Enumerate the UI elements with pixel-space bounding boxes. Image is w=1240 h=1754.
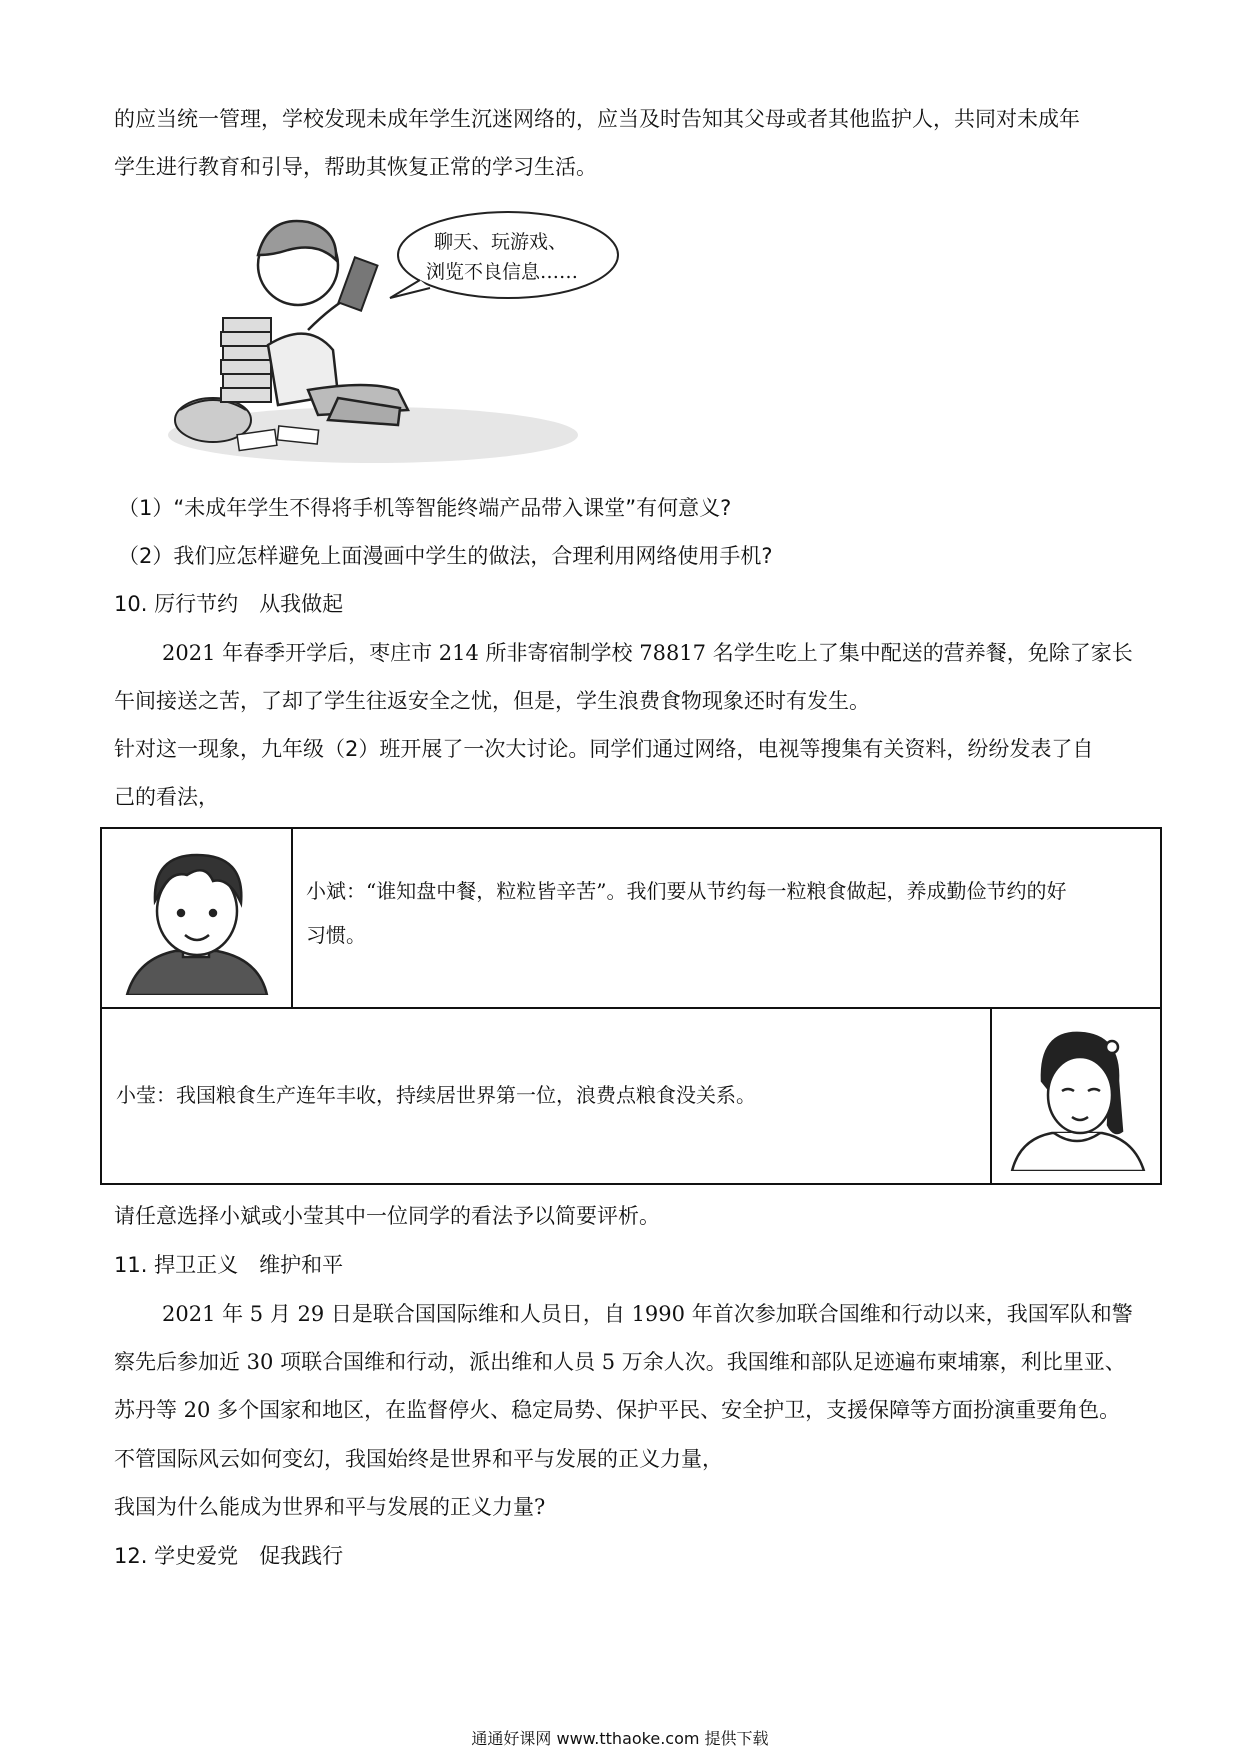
q12-title: 12. 学史爱党 促我践行 — [114, 1544, 344, 1568]
bubble-text-2: 浏览不良信息…… — [426, 261, 579, 283]
intro-line-1: 的应当统一管理，学校发现未成年学生沉迷网络的，应当及时告知其父母或者其他监护人，共同对未成年 — [114, 107, 1080, 131]
q10-title: 10. 厉行节约 从我做起 — [114, 592, 344, 616]
q9-sub1: （1）“未成年学生不得将手机等智能终端产品带入课堂”有何意义? — [118, 496, 732, 520]
intro-line-2: 学生进行教育和引导，帮助其恢复正常的学习生活。 — [114, 155, 597, 179]
discussion-table — [100, 827, 1162, 1185]
book-stack-icon — [221, 318, 271, 402]
q10-prompt: 请任意选择小斌或小莹其中一位同学的看法予以简要评析。 — [114, 1204, 660, 1228]
table-col-divider — [291, 829, 293, 1007]
q10-para1-line2: 午间接送之苦，了却了学生往返安全之忧，但是，学生浪费食物现象还时有发生。 — [114, 689, 870, 713]
boy-portrait-icon — [117, 841, 277, 995]
boy-using-phone-illustration — [158, 210, 633, 470]
phone-icon — [339, 257, 378, 310]
q10-para2-line1: 针对这一现象，九年级（2）班开展了一次大讨论。同学们通过网络，电视等搜集有关资料，纷纷发表了自 — [114, 737, 1094, 761]
q11-line-1: 2021 年 5 月 29 日是联合国国际维和人员日，自 1990 年首次参加联合国维和行动以来，我国军队和警 — [162, 1302, 1133, 1326]
q10-para2-line2: 己的看法， — [114, 785, 219, 809]
bubble-text-1: 聊天、玩游戏、 — [434, 231, 568, 253]
q11-question: 我国为什么能成为世界和平与发展的正义力量? — [114, 1495, 546, 1519]
table-row-divider — [102, 1007, 1160, 1009]
table-col-divider — [990, 1007, 992, 1185]
xiaobin-line-2: 习惯。 — [306, 923, 366, 947]
q11-title: 11. 捍卫正义 维护和平 — [114, 1253, 344, 1277]
xiaoying-text: 小莹：我国粮食生产连年丰收，持续居世界第一位，浪费点粮食没关系。 — [116, 1083, 756, 1107]
q11-line-3: 苏丹等 20 多个国家和地区，在监督停火、稳定局势、保护平民、安全护卫，支援保障等方面扮演重要角色。 — [114, 1398, 1121, 1422]
q9-sub2: （2）我们应怎样避免上面漫画中学生的做法，合理利用网络使用手机? — [118, 544, 773, 568]
q10-para1-line1: 2021 年春季开学后，枣庄市 214 所非寄宿制学校 78817 名学生吃上了集中配送的营养餐，免除了家长 — [162, 641, 1133, 665]
speech-bubble — [390, 212, 618, 298]
girl-portrait-icon — [1002, 1021, 1152, 1171]
xiaobin-line-1: 小斌：“谁知盘中餐，粒粒皆辛苦”。我们要从节约每一粒粮食做起，养成勤俭节约的好 — [306, 879, 1067, 903]
footer-download-note: 通通好课网 www.tthaoke.com 提供下载 — [471, 1729, 769, 1748]
q11-line-2: 察先后参加近 30 项联合国维和行动，派出维和人员 5 万余人次。我国维和部队足迹遍布柬埔寨，利比里亚、 — [114, 1350, 1126, 1374]
q11-line-4: 不管国际风云如何变幻，我国始终是世界和平与发展的正义力量， — [114, 1447, 723, 1471]
